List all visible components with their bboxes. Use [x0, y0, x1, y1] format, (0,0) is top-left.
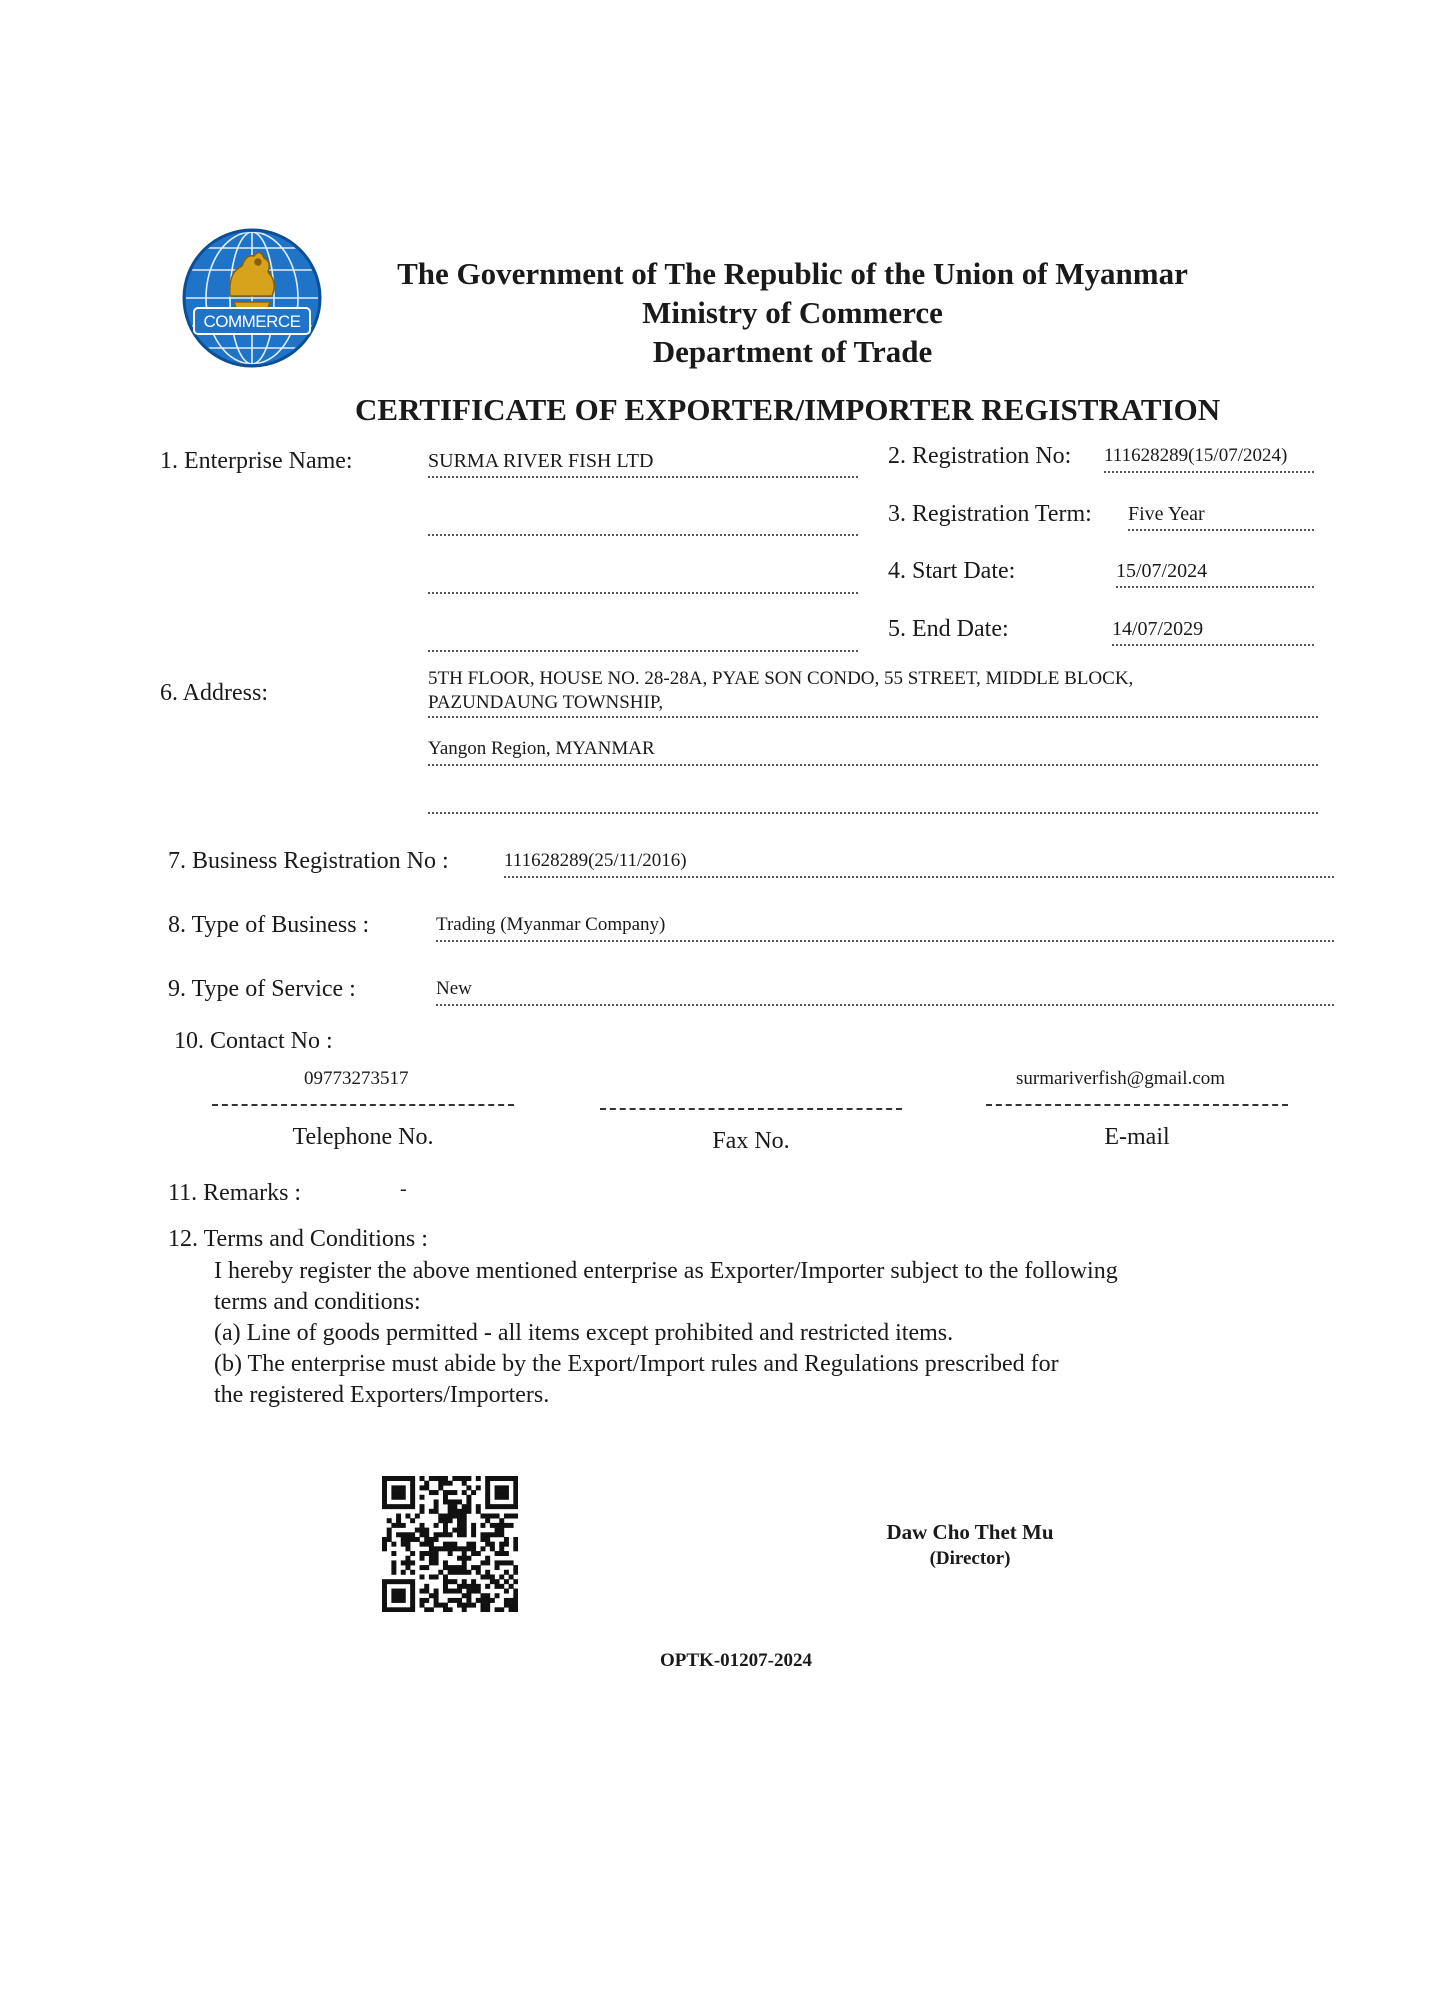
terms-intro-line-2: terms and conditions: [214, 1289, 421, 1315]
registration-term-value: Five Year [1128, 503, 1314, 531]
terms-item-a: (a) Line of goods permitted - all items except prohibited and restricted items. [214, 1320, 954, 1346]
terms-heading: 12. Terms and Conditions : [168, 1226, 428, 1252]
address-line-2: PAZUNDAUNG TOWNSHIP, [428, 692, 1318, 718]
enterprise-name-line-4 [428, 626, 858, 652]
email-label: E-mail [1104, 1124, 1170, 1150]
type-of-service-value: New [436, 978, 1334, 1006]
registration-no-label: 2. Registration No: [888, 443, 1072, 469]
terms-item-b-line-1: (b) The enterprise must abide by the Export/Import rules and Regulations prescribed for [214, 1351, 1059, 1377]
signatory-title: (Director) [929, 1548, 1011, 1569]
government-title: The Government of The Republic of the Union of Myanmar [397, 256, 1188, 291]
remarks-label: 11. Remarks : [168, 1180, 302, 1206]
terms-item-b-line-2: the registered Exporters/Importers. [214, 1382, 550, 1408]
remarks-value: - [400, 1178, 407, 1200]
start-date-label: 4. Start Date: [888, 558, 1016, 584]
end-date-value: 14/07/2029 [1112, 618, 1314, 646]
registration-no-value: 111628289(15/07/2024) [1104, 445, 1314, 473]
address-line-1: 5TH FLOOR, HOUSE NO. 28-28A, PYAE SON CONDO, 55 STREET, MIDDLE BLOCK, [428, 668, 1134, 689]
enterprise-name-line-3 [428, 568, 858, 594]
certificate-title: CERTIFICATE OF EXPORTER/IMPORTER REGISTRATION [355, 392, 1221, 427]
business-registration-label: 7. Business Registration No : [168, 848, 449, 874]
type-of-business-value: Trading (Myanmar Company) [436, 914, 1334, 942]
contact-label: 10. Contact No : [174, 1028, 333, 1054]
ministry-title: Ministry of Commerce [642, 295, 943, 330]
address-line-3: Yangon Region, MYANMAR [428, 738, 1318, 766]
qr-code [382, 1476, 518, 1612]
address-line-4 [428, 788, 1318, 814]
fax-label: Fax No. [712, 1128, 790, 1154]
business-registration-value: 111628289(25/11/2016) [504, 850, 1334, 878]
type-of-business-label: 8. Type of Business : [168, 912, 370, 938]
department-title: Department of Trade [652, 334, 933, 369]
enterprise-name-line-2 [428, 510, 858, 536]
enterprise-name-value: SURMA RIVER FISH LTD [428, 450, 858, 478]
end-date-label: 5. End Date: [888, 616, 1009, 642]
signatory-name: Daw Cho Thet Mu [886, 1520, 1054, 1544]
email-value: surmariverfish@gmail.com [1016, 1068, 1226, 1089]
fax-dash-line [600, 1108, 902, 1110]
enterprise-name-label: 1. Enterprise Name: [160, 448, 353, 474]
start-date-value: 15/07/2024 [1116, 560, 1314, 588]
telephone-label: Telephone No. [292, 1124, 434, 1150]
telephone-dash-line [212, 1104, 514, 1106]
address-label: 6. Address: [160, 680, 268, 706]
logo-text: COMMERCE [203, 312, 301, 331]
type-of-service-label: 9. Type of Service : [168, 976, 356, 1002]
terms-intro-line-1: I hereby register the above mentioned enterprise as Exporter/Importer subject to the following [214, 1258, 1118, 1284]
registration-term-label: 3. Registration Term: [888, 501, 1092, 527]
document-code: OPTK-01207-2024 [660, 1650, 812, 1671]
email-dash-line [986, 1104, 1288, 1106]
telephone-value: 09773273517 [304, 1068, 409, 1089]
